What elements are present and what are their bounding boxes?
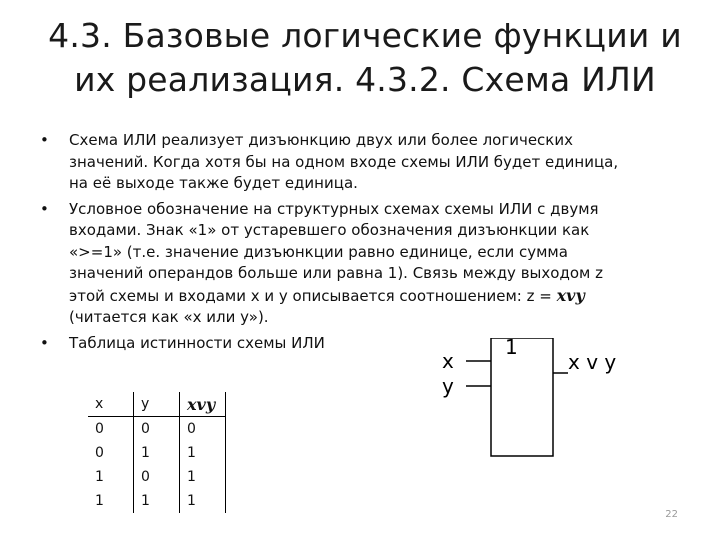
gate-input-y-label: y — [442, 374, 454, 398]
table-cell: 0 — [134, 465, 180, 489]
table-cell: 1 — [134, 489, 180, 513]
table-cell: 1 — [134, 441, 180, 465]
table-row — [88, 489, 226, 513]
bullet-2-line-2: входами. Знак «1» от устаревшего обозначения дизъюнкции как — [69, 221, 590, 239]
table-cell: 1 — [180, 489, 226, 513]
slide-title-line-2: их реализация. 4.3.2. Схема ИЛИ — [74, 60, 656, 99]
bullet-item-definition — [40, 130, 640, 195]
table-cell: 0 — [88, 441, 134, 465]
bullet-marker-icon: • — [40, 131, 49, 149]
bullet-1-line-3: на её выходе также будет единица. — [69, 174, 358, 192]
truth-table — [88, 392, 226, 513]
bullet-marker-icon: • — [40, 333, 49, 352]
bullet-2-line-6: (читается как «x или y»). — [69, 308, 269, 326]
bullet-1-line-1: Схема ИЛИ реализует дизъюнкцию двух или более логических — [69, 131, 573, 149]
truth-table-header-xvy: xvy — [180, 392, 226, 417]
table-cell: 0 — [134, 417, 180, 442]
slide-title — [40, 14, 690, 102]
table-row — [88, 465, 226, 489]
gate-symbol: 1 — [505, 338, 518, 359]
table-cell: 1 — [88, 489, 134, 513]
table-cell: 1 — [180, 465, 226, 489]
bullet-2-line-5 — [69, 285, 640, 308]
slide-number: 22 — [665, 509, 678, 520]
bullet-2-line-3: «>=1» (т.е. значение дизъюнкции равно единице, если сумма — [69, 242, 568, 261]
table-row — [88, 441, 226, 465]
bullet-1-line-2: значений. Когда хотя бы на одном входе схемы ИЛИ будет единица, — [69, 152, 619, 171]
table-cell: 0 — [88, 417, 134, 442]
table-cell: 0 — [180, 417, 226, 442]
table-cell: 1 — [88, 465, 134, 489]
bullet-item-symbol — [40, 199, 640, 329]
truth-table-header-row — [88, 392, 226, 417]
bullet-2-line-4: значений операндов больше или равна 1). Связь между выходом z — [69, 264, 603, 282]
gate-body — [491, 338, 553, 456]
bullet-list — [40, 130, 640, 358]
or-gate-diagram — [440, 338, 640, 478]
gate-output-label: x v y — [568, 350, 617, 374]
truth-table-header-x: x — [88, 392, 134, 417]
bullet-2-line-5-text: этой схемы и входами x и y описывается соотношением: z = — [69, 286, 552, 305]
truth-table-header-y: y — [134, 392, 180, 417]
table-row — [88, 417, 226, 442]
bullet-marker-icon: • — [40, 199, 49, 218]
table-cell: 1 — [180, 441, 226, 465]
slide-title-line-1: 4.3. Базовые логические функции и — [48, 16, 682, 55]
bullet-2-line-1: Условное обозначение на структурных схемах схемы ИЛИ с двумя — [69, 199, 599, 218]
formula-xvy: xvy — [556, 285, 585, 305]
bullet-3-line-1: Таблица истинности схемы ИЛИ — [69, 333, 325, 352]
gate-input-x-label: x — [442, 349, 454, 373]
